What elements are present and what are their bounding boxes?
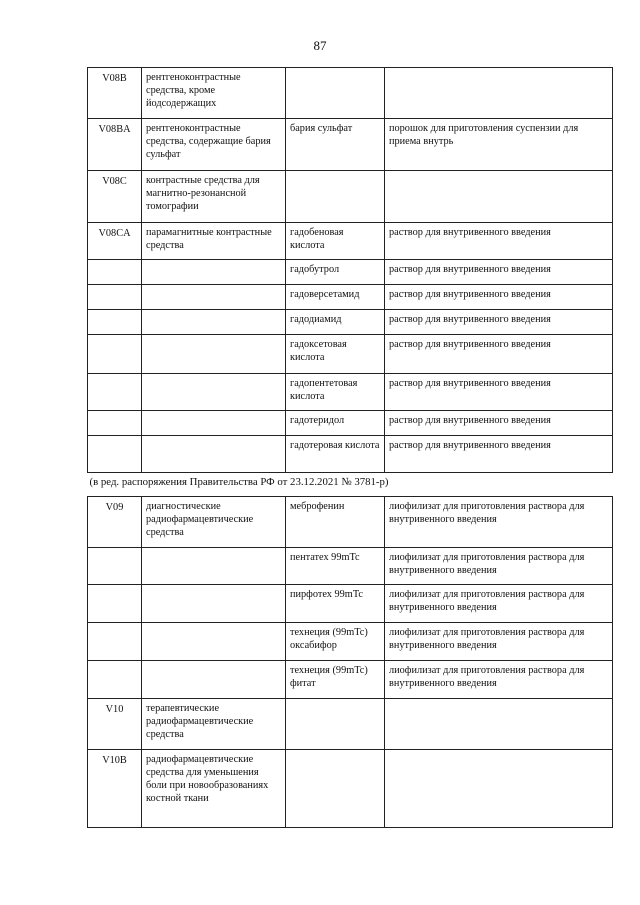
group-name-cell: рентгеноконтрастные средства, кроме йодсодержащих [142,68,286,119]
group-name-cell [142,411,286,436]
group-name-cell [142,374,286,411]
drug-name-cell: технеция (99mTc) фитат [286,661,385,699]
dosage-form-cell [385,171,613,223]
drug-name-cell: технеция (99mTc) оксабифор [286,623,385,661]
atc-code-cell [88,548,142,585]
atc-code-cell: V08CA [88,223,142,260]
medicines-table [87,67,613,828]
atc-code-cell [88,285,142,310]
table-row [88,661,613,699]
dosage-form-cell: лиофилизат для приготовления раствора для внутривенного введения [385,497,613,548]
dosage-form-cell: лиофилизат для приготовления раствора для внутривенного введения [385,548,613,585]
drug-name-cell [286,68,385,119]
dosage-form-cell: раствор для внутривенного введения [385,310,613,335]
dosage-form-cell [385,699,613,750]
group-name-cell: диагностические радиофармацевтические средства [142,497,286,548]
dosage-form-cell: лиофилизат для приготовления раствора для внутривенного введения [385,623,613,661]
table-row [88,374,613,411]
table-row [88,260,613,285]
dosage-form-cell [385,750,613,828]
table-row [88,699,613,750]
table-row [88,436,613,473]
table-row [88,548,613,585]
atc-code-cell [88,374,142,411]
dosage-form-cell: раствор для внутривенного введения [385,223,613,260]
atc-code-cell: V08B [88,68,142,119]
table-row [88,119,613,171]
drug-name-cell: гадотеровая кислота [286,436,385,473]
drug-name-cell: гадоксетовая кислота [286,335,385,374]
group-name-cell: терапевтические радиофармацевтические средства [142,699,286,750]
atc-code-cell [88,623,142,661]
group-name-cell [142,661,286,699]
table-row [88,310,613,335]
group-name-cell: радиофармацевтические средства для уменьшения боли при новообразованиях костной ткани [142,750,286,828]
group-name-cell [142,310,286,335]
dosage-form-cell: раствор для внутривенного введения [385,436,613,473]
group-name-cell [142,260,286,285]
dosage-form-cell: лиофилизат для приготовления раствора для внутривенного введения [385,585,613,623]
drug-name-cell [286,171,385,223]
amendment-note-row [88,473,613,497]
drug-name-cell: пирфотех 99mTc [286,585,385,623]
table-row [88,497,613,548]
drug-name-cell [286,750,385,828]
drug-name-cell: гадобеновая кислота [286,223,385,260]
table-row [88,171,613,223]
drug-name-cell: бария сульфат [286,119,385,171]
amendment-note: (в ред. распоряжения Правительства РФ от 23.12.2021 № 3781-р) [88,473,613,497]
group-name-cell [142,623,286,661]
group-name-cell [142,585,286,623]
atc-code-cell: V10B [88,750,142,828]
dosage-form-cell: порошок для приготовления суспензии для приема внутрь [385,119,613,171]
drug-name-cell: гадоверсетамид [286,285,385,310]
atc-code-cell [88,335,142,374]
group-name-cell [142,548,286,585]
atc-code-cell: V10 [88,699,142,750]
table-row [88,750,613,828]
drug-name-cell: гадодиамид [286,310,385,335]
table-row [88,285,613,310]
table-row [88,623,613,661]
table-row [88,223,613,260]
group-name-cell [142,335,286,374]
table-row [88,585,613,623]
group-name-cell: парамагнитные контрастные средства [142,223,286,260]
atc-code-cell [88,310,142,335]
group-name-cell [142,436,286,473]
dosage-form-cell: раствор для внутривенного введения [385,260,613,285]
group-name-cell: контрастные средства для магнитно-резонансной томографии [142,171,286,223]
drug-name-cell [286,699,385,750]
table-row [88,335,613,374]
dosage-form-cell [385,68,613,119]
drug-name-cell: гадобутрол [286,260,385,285]
page-number: 87 [313,38,327,53]
dosage-form-cell: лиофилизат для приготовления раствора для внутривенного введения [385,661,613,699]
atc-code-cell [88,260,142,285]
atc-code-cell: V08C [88,171,142,223]
dosage-form-cell: раствор для внутривенного введения [385,285,613,310]
atc-code-cell [88,411,142,436]
atc-code-cell [88,436,142,473]
drug-name-cell: меброфенин [286,497,385,548]
group-name-cell: рентгеноконтрастные средства, содержащие бария сульфат [142,119,286,171]
atc-code-cell [88,585,142,623]
medicines-table-body [88,68,613,828]
drug-name-cell: гадотеридол [286,411,385,436]
dosage-form-cell: раствор для внутривенного введения [385,335,613,374]
table-row [88,68,613,119]
drug-name-cell: гадопентетовая кислота [286,374,385,411]
dosage-form-cell: раствор для внутривенного введения [385,374,613,411]
atc-code-cell: V09 [88,497,142,548]
atc-code-cell: V08BA [88,119,142,171]
dosage-form-cell: раствор для внутривенного введения [385,411,613,436]
group-name-cell [142,285,286,310]
atc-code-cell [88,661,142,699]
drug-name-cell: пентатех 99mTc [286,548,385,585]
table-row [88,411,613,436]
